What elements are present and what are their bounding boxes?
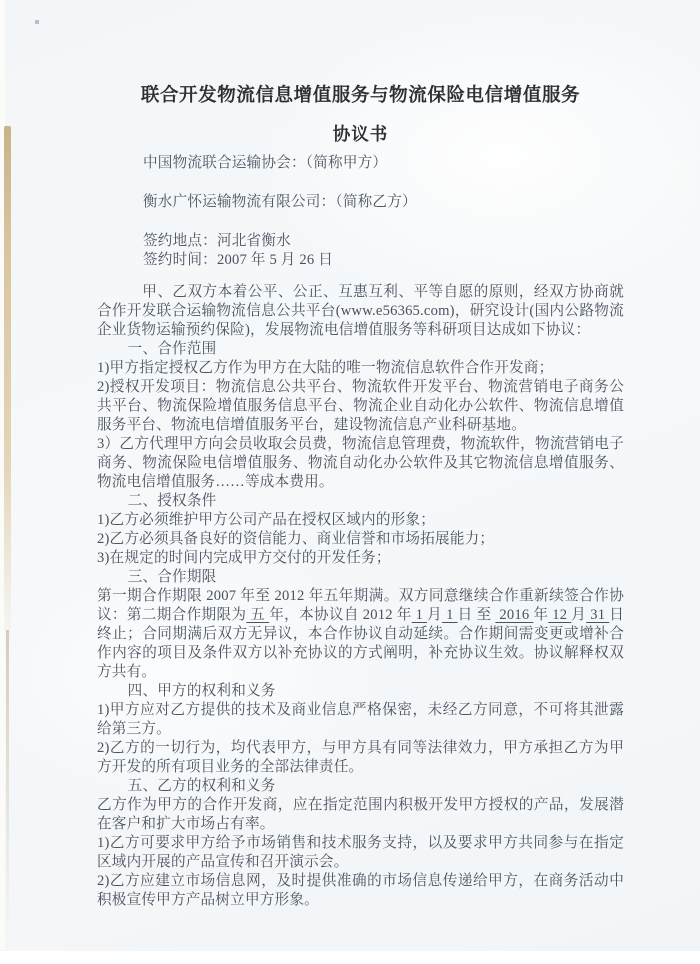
page-edge-artifact-tail (6, 630, 9, 940)
section-heading: 五、乙方的权利和义务 (127, 778, 276, 794)
clause-text: 日 至 (457, 607, 496, 623)
document-title: 联合开发物流信息增值服务与物流保险电信增值服务 (140, 86, 581, 106)
clause-paragraph: 1)甲方应对乙方提供的技术及商业信息严格保密，未经乙方同意，不可将其泄露给第三方。 (97, 702, 624, 737)
filled-blank: 31 (586, 607, 610, 623)
section-heading: 二、授权条件 (127, 493, 217, 509)
clause-paragraph: 2)乙方必须具备良好的资信能力、商业信誉和市场拓展能力； (97, 531, 495, 547)
scan-speck (35, 20, 39, 24)
sections-container (97, 340, 624, 910)
document-content (97, 84, 624, 910)
clause-paragraph: 3）乙方代理甲方向会员收取会员费，物流信息管理费，物流软件，物流营销电子商务、物流保险电信增值服务、物流自动化办公软件及其它物流信息增值服务、物流电信增值服务……等成本费用。 (97, 436, 624, 490)
page-edge-artifact (4, 126, 11, 646)
clause-paragraph: 1)乙方可要求甲方给予市场销售和技术服务支持，以及要求甲方共同参与在指定区域内开展的产品宣传和召开演示会。 (97, 835, 624, 870)
section-heading: 四、甲方的权利和义务 (127, 683, 276, 699)
clause-text: 第一期合作期限 2007 年至 2012 年五年期满。双方同意继续合作重新续签合作协议：第二期合作期限为 (97, 588, 624, 623)
filled-blank: 1 (442, 607, 458, 623)
clause-paragraph: 1)乙方必须维护甲方公司产品在授权区域内的形象； (97, 512, 436, 528)
clause-paragraph: 2)乙方应建立市场信息网，及时提供准确的市场信息传递给甲方，在商务活动中积极宣传甲方产品树立甲方形象。 (97, 873, 624, 908)
clause-text: 日终止；合同期满后双方无异议，本合作协议自动延续。合作期间需变更或增补合作内容的项目及条件双方以补充协议的方式阐明，补充协议生效。协议解释权双方共有。 (97, 607, 624, 680)
sign-place-line: 签约地点：河北省衡水 (143, 233, 291, 249)
filled-blank: 五 (246, 607, 270, 623)
sign-time-line: 签约时间：2007 年 5 月 26 日 (143, 252, 334, 268)
clause-paragraph: 乙方作为甲方的合作开发商，应在指定范围内积极开发甲方授权的产品，发展潜在客户和扩大市场占有率。 (97, 797, 624, 832)
clause-text: 年，本协议自 2012 年 (269, 607, 412, 623)
clause-text: 月 (427, 607, 443, 623)
section-heading: 一、合作范围 (127, 341, 217, 357)
party-b-line: 衡水广怀运输物流有限公司：（简称乙方） (143, 194, 417, 210)
clause-paragraph: 3)在规定的时间内完成甲方交付的开发任务； (97, 550, 391, 566)
clause-paragraph: 2)乙方的一切行为，均代表甲方，与甲方具有同等法律效力，甲方承担乙方为甲方开发的所有项目业务的全部法律责任。 (97, 740, 624, 775)
clause-paragraph (97, 587, 624, 682)
section-heading: 三、合作期限 (127, 569, 217, 585)
party-a-line: 中国物流联合运输协会：（简称甲方） (143, 155, 388, 171)
clause-paragraph: 2)授权开发项目：物流信息公共平台、物流软件开发平台、物流营销电子商务公共平台、物流保险增值服务信息平台、物流企业自动化办公软件、物流信息增值服务平台、物流电信增值服务平台，建设物流信息产业科研基地。 (97, 379, 624, 433)
filled-blank: 12 (548, 607, 572, 623)
clause-paragraph: 1)甲方指定授权乙方作为甲方在大陆的唯一物流信息软件合作开发商； (97, 360, 554, 376)
filled-blank: 2016 (495, 607, 534, 623)
document-subtitle: 协议书 (332, 124, 389, 144)
clause-text: 月 (571, 607, 587, 623)
scan-bottom-edge (0, 951, 700, 964)
clause-text: 年 (533, 607, 549, 623)
filled-blank: 1 (411, 607, 428, 623)
intro-paragraph: 甲、乙双方本着公平、公正、互惠互利、平等自愿的原则，经双方协商就合作开发联合运输物流信息公共平台(www.e56365.com)，研究设计(国内公路物流企业货物运输预约保险)，发展物流电信增值服务等科研项目达成如下协议： (97, 284, 624, 338)
